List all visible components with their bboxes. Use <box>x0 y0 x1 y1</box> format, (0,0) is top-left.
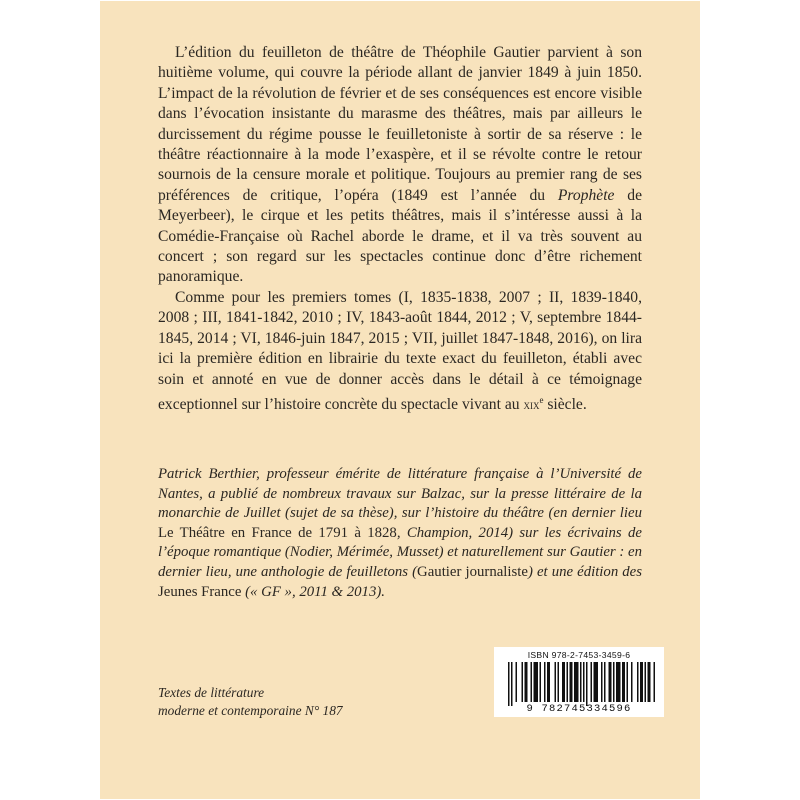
back-cover <box>100 1 700 799</box>
ean-digits <box>494 703 664 715</box>
bio-text-c: , Champion, 2014) sur les écrivains de l’époque romantique (Nodier, Mérimée, Musset) et naturellement sur Gautier : en dernier lieu, une anthologie de feuilletons ( <box>158 524 642 580</box>
blurb-p2-text-a: Comme pour les premiers tomes (I, 1835-1838, 2007 ; II, 1839-1840, 2008 ; III, 1841-1842, 2010 ; IV, 1843-août 1844, 2012 ; V, septembre 1844-1845, 2014 ; VI, 1846-juin 1847, 2015 ; VII, juillet 1847-1848, 2016), on lira ici la première édition en librairie du texte exact du feuilleton, établi avec soin et annoté en vue de donner accès dans le détail à ce témoignage exceptionnel sur l’histoire concrète du spectacle vivant au <box>158 288 642 414</box>
bio-book-title: Le Théâtre en France de 1791 à 1828 <box>158 524 397 541</box>
series-info <box>158 684 418 720</box>
author-bio-paragraph <box>158 465 642 602</box>
ean-first-digit: 9 <box>526 703 534 715</box>
century-numeral: xix <box>523 397 540 413</box>
blurb-p1-title-prophete: Prophète <box>557 186 615 204</box>
series-line-2: moderne et contemporaine N° 187 <box>158 703 343 718</box>
bio-text-a: Patrick Berthier, professeur émérite de littérature française à l’Université de Nantes, a publié de nombreux travaux sur Balzac, sur la presse littéraire de la monarchie de Juillet (sujet de sa thèse), sur l’histoire du théâtre (en dernier lieu <box>158 466 642 522</box>
blurb-p1-text-c: de Meyerbeer), le cirque et les petits théâtres, mais il s’intéresse aussi à la Comédie-Française où Rachel aborde le drame, et il va très souvent au concert ; son regard sur les spectacles continue donc d’être richement panoramique. <box>158 186 642 286</box>
bio-text-e: ) et une édition des <box>527 563 643 580</box>
blurb-paragraph-1 <box>158 43 642 288</box>
blurb-paragraph-2 <box>158 288 642 416</box>
blurb-text <box>158 43 642 416</box>
ean-left-digits: 782745 <box>541 703 587 715</box>
century-superscript: e <box>539 394 544 405</box>
blurb-p2-text-c: siècle. <box>543 396 587 414</box>
isbn-label: ISBN 978-2-7453-3459-6 <box>527 650 631 660</box>
ean-right-digits: 334596 <box>586 703 632 715</box>
bio-anthology-title: Gautier journaliste <box>417 563 528 580</box>
bio-jeunes-france-title: Jeunes France <box>158 583 242 600</box>
series-line-1: Textes de littérature <box>158 685 265 700</box>
barcode <box>494 647 664 717</box>
author-bio <box>158 465 642 602</box>
barcode-bars <box>500 662 658 706</box>
blurb-p1-text-a: L’édition du feuilleton de théâtre de Théophile Gautier parvient à son huitième volume, qui couvre la période allant de janvier 1849 à juin 1850. L’impact de la révolution de février et de ses conséquences est encore visible dans l’évocation insistante du marasme des théâtres, mais par ailleurs le durcissement du régime pousse le feuilletoniste à sortir de sa réserve : le théâtre réactionnaire à la mode l’exaspère, et il se révolte contre le retour sournois de la censure morale et politique. Toujours au premier rang de ses préférences de critique, l’opéra (1849 est l’année du <box>158 44 642 204</box>
bio-text-g: (« GF », 2011 & 2013). <box>241 583 385 600</box>
